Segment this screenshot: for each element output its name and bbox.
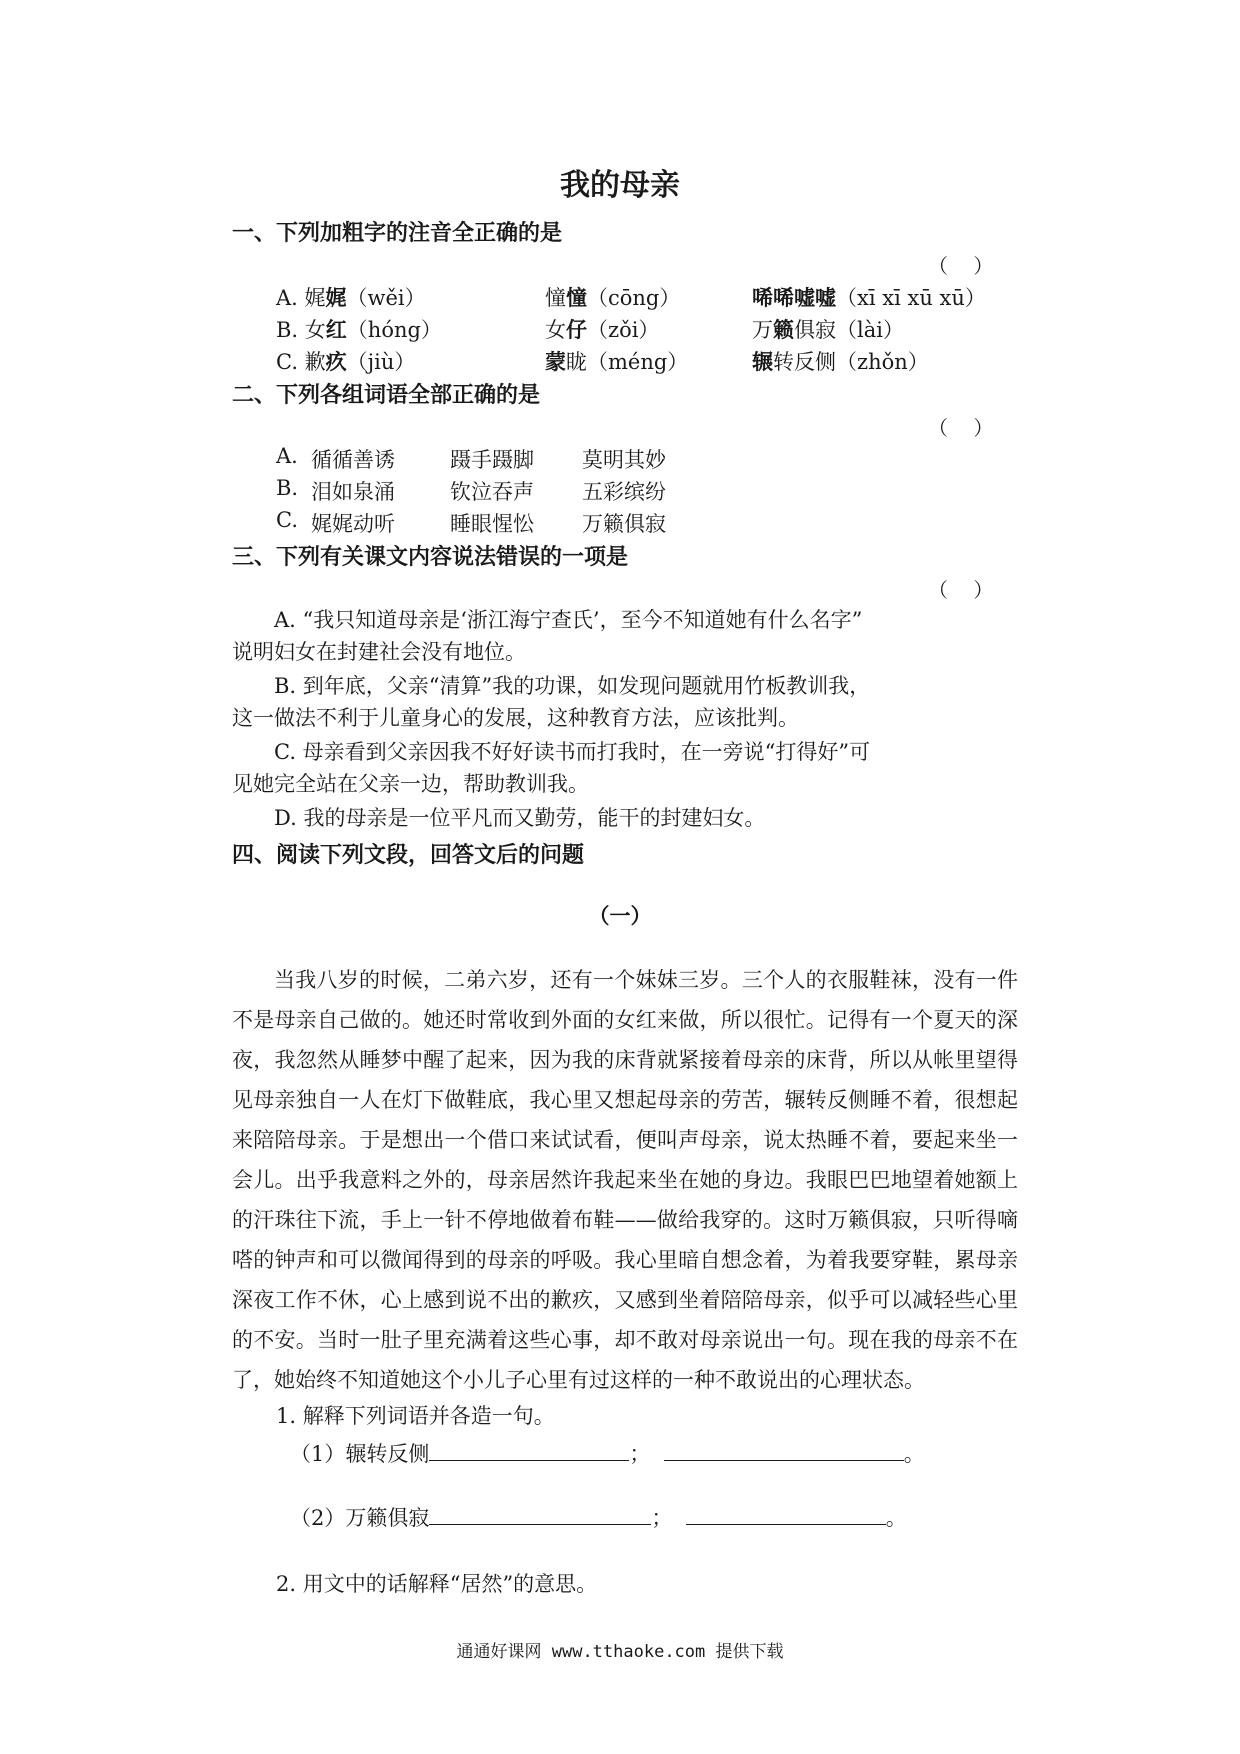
- q2-option-b-word1: 泪如泉涌: [311, 480, 395, 504]
- answer-blank-sentence-1[interactable]: [664, 1438, 904, 1461]
- question-1-part-2: （2）万籁俱寂 ； 。: [290, 1502, 907, 1532]
- q2-option-c-label: C.: [276, 508, 298, 532]
- answer-blank-sentence-2[interactable]: [686, 1502, 886, 1525]
- page-footer: 通通好课网 www.tthaoke.com 提供下载: [456, 1642, 784, 1662]
- q1-heading: 一、下列加粗字的注音全正确的是: [232, 221, 563, 246]
- q2-option-b-word3: 五彩缤纷: [582, 480, 666, 504]
- q1-option-b-2: 女仔（zǒi）: [545, 317, 660, 342]
- q3-option-d: D. 我的母亲是一位平凡而又勤劳，能干的封建妇女。: [274, 806, 766, 830]
- q1-answer-paren: （ ）: [928, 254, 994, 278]
- q2-option-b-word2: 钦泣吞声: [450, 480, 534, 504]
- q2-option-a-label: A.: [276, 444, 298, 468]
- q3-answer-paren: （ ）: [928, 578, 994, 602]
- q2-option-c-word2: 睡眼惺忪: [450, 512, 534, 536]
- question-2: 2. 用文中的话解释“居然”的意思。: [276, 1572, 598, 1596]
- q2-option-a-word3: 莫明其妙: [582, 448, 666, 472]
- q4-heading: 四、阅读下列文段，回答文后的问题: [232, 843, 585, 868]
- q1-option-c-3: 辗转反侧（zhǒn）: [752, 349, 929, 374]
- q1-option-a-1: A. 娓娓（wěi）: [276, 285, 426, 310]
- q3-heading: 三、下列有关课文内容说法错误的一项是: [232, 545, 629, 570]
- question-1: 1. 解释下列词语并各造一句。: [276, 1404, 555, 1428]
- q2-option-b-label: B.: [276, 476, 299, 500]
- page-title: 我的母亲: [560, 168, 680, 203]
- reading-passage: 当我八岁的时候，二弟六岁，还有一个妹妹三岁。三个人的衣服鞋袜，没有一件不是母亲自己做的。她还时常收到外面的女红来做，所以很忙。记得有一个夏天的深夜，我忽然从睡梦中醒了起来，因为我的床背就紧接着母亲的床背，所以从帐里望得见母亲独自一人在灯下做鞋底，我心里又想起母亲的劳苦，辗转反侧睡不着，很想起来陪陪母亲。于是想出一个借口来试试看，便叫声母亲，说太热睡不着，要起来坐一会儿。出乎我意料之外的，母亲居然许我起来坐在她的身边。我眼巴巴地望着她额上的汗珠往下流，手上一针不停地做着布鞋——做给我穿的。这时万籁俱寂，只听得嘀嗒的钟声和可以微闻得到的母亲的呼吸。我心里暗自想念着，为着我要穿鞋，累母亲深夜工作不休，心上感到说不出的歉疚，又感到坐着陪陪母亲，似乎可以减轻些心里的不安。当时一肚子里充满着这些心事，却不敢对母亲说出一句。现在我的母亲不在了，她始终不知道她这个小儿子心里有过这样的一种不敢说出的心理状态。: [232, 968, 1018, 1392]
- q1-option-b-3: 万籁俱寂（lài）: [752, 317, 904, 342]
- q3-option-a: A. “我只知道母亲是‘浙江海宁查氏’，至今不知道她有什么名字” 说明妇女在封建社会没有地位。: [232, 608, 863, 664]
- q2-option-a-word1: 循循善诱: [311, 448, 395, 472]
- answer-blank-meaning-1[interactable]: [429, 1438, 629, 1461]
- q3-option-b: B. 到年底，父亲“清算”我的功课，如发现问题就用竹板教训我， 这一做法不利于儿童身心的发展，这种教育方法，应该批判。: [232, 674, 871, 730]
- q2-option-c-word1: 娓娓动听: [311, 512, 395, 536]
- q2-option-a-word2: 蹑手蹑脚: [450, 448, 534, 472]
- q3-option-c: C. 母亲看到父亲因我不好好读书而打我时，在一旁说“打得好”可 见她完全站在父亲一边，帮助教训我。: [232, 740, 871, 796]
- answer-blank-meaning-2[interactable]: [429, 1502, 651, 1525]
- q2-answer-paren: （ ）: [928, 416, 994, 440]
- q1-option-a-3: 唏唏嘘嘘（xī xī xū xū）: [752, 285, 986, 310]
- q1-option-c-2: 蒙眬（méng）: [545, 349, 689, 374]
- question-1-part-1: （1）辗转反侧 ； 。: [290, 1438, 925, 1468]
- q1-option-a-2: 憧憧（cōng）: [545, 285, 681, 310]
- passage-number: （一）: [588, 903, 652, 928]
- q1-option-c-1: C. 歉疚（jiù）: [276, 349, 416, 374]
- q2-heading: 二、下列各组词语全部正确的是: [232, 383, 541, 408]
- q2-option-c-word3: 万籁俱寂: [582, 512, 666, 536]
- q1-option-b-1: B. 女红（hóng）: [276, 317, 442, 342]
